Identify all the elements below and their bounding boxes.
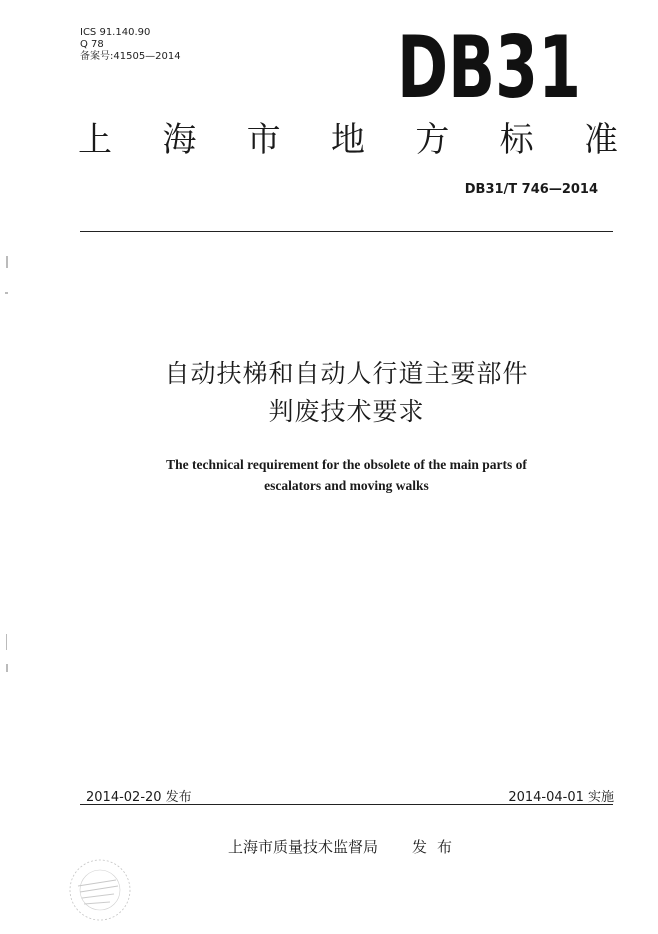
- title-cn-line1: 自动扶梯和自动人行道主要部件: [164, 359, 529, 388]
- ccs-code: Q 78: [80, 39, 104, 50]
- db31-logo-text: DB31: [397, 18, 581, 118]
- db31-logo: [396, 18, 582, 118]
- scan-artifact: [6, 256, 8, 268]
- standard-number: DB31/T 746—2014: [464, 182, 598, 197]
- standard-type-char: 地: [330, 120, 365, 160]
- publish-date: 2014-02-20 发布: [86, 790, 192, 805]
- standard-type-char: 海: [162, 120, 197, 160]
- title-en-line1: The technical requirement for the obsolete of the main parts of: [166, 457, 527, 472]
- standard-type-char: 方: [415, 120, 450, 160]
- filing-number: 备案号:41505—2014: [80, 51, 181, 62]
- title-en-line2: escalators and moving walks: [264, 478, 429, 493]
- standard-type-char: 上: [78, 120, 112, 160]
- scan-artifact: [5, 292, 8, 294]
- issued-label: 发布: [412, 838, 463, 856]
- faint-stamp: [66, 856, 134, 924]
- implement-date: 2014-04-01 实施: [508, 790, 614, 805]
- scan-artifact: [6, 634, 7, 650]
- standard-type: [78, 118, 618, 162]
- standard-type-char: 标: [499, 120, 534, 160]
- publisher-name: 上海市质量技术监督局: [228, 838, 379, 856]
- ics-code: ICS 91.140.90: [80, 27, 151, 38]
- scan-artifact: [6, 664, 8, 672]
- standard-type-char: 准: [583, 120, 618, 160]
- footer-divider: [80, 804, 613, 805]
- title-cn-line2: 判废技术要求: [268, 397, 425, 426]
- standard-type-char: 市: [246, 120, 281, 160]
- header-divider: [80, 231, 613, 232]
- publisher-line: [228, 836, 462, 857]
